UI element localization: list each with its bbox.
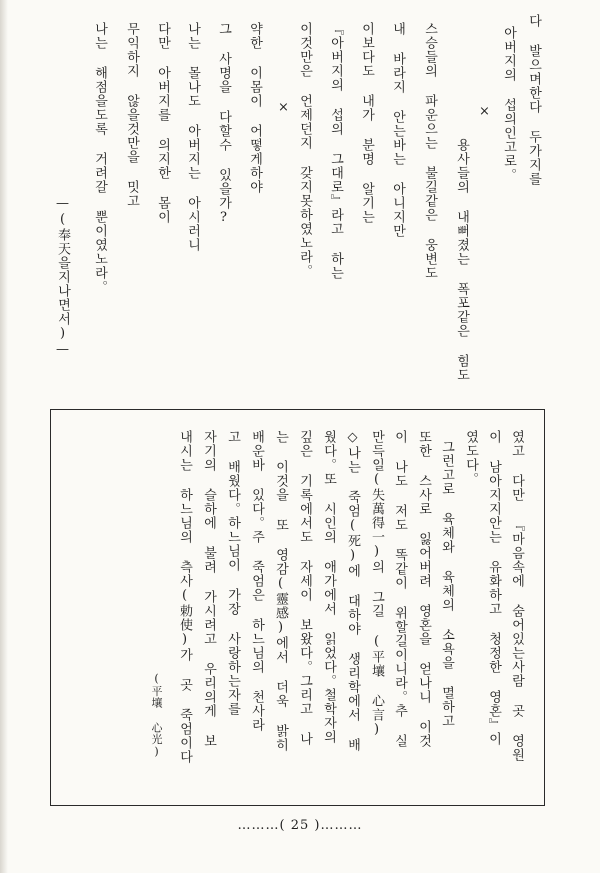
article-line-4: 그런고로 육체와 육체의 소욕을 멸하고 [439,440,454,728]
poem-line-13: 무익하지 않을것만을 밋고 [124,22,139,208]
poem-line-3: 용사들의 내뻐졌는 폭포같은 힘도 [454,138,469,382]
article-line-13: 고 배웠다。하느님이 가장 사랑하는자를 [225,430,240,716]
poem-line-7: 『아버지의 섭의 그대로』라고 하는 [328,22,343,280]
article-line-8: ◇나는 죽엄(死)에 대하야 생리학에서 배 [345,430,360,752]
poem-line-9: 약한 이몸이 어떻게하야 [247,22,262,194]
section-divider: × [276,100,291,115]
article-line-3: 였도다。 [463,430,478,486]
poem-line-6: 이보다도 내가 분명 알기는 [359,22,374,224]
article-signature: (平壤 心光) [150,672,163,759]
poem-line-2: 아버지의 섭의인고로。 [501,26,516,182]
poem-line-12: 다만 아버지를 의지한 몸이 [155,22,170,224]
poem-signature: —(奉天을지나면서)— [55,196,70,358]
article-line-11: 는 이것을 또 영감(靈感)에서 더욱 밝히 [273,430,288,752]
poem-line-5: 내 바라지 안는바는 아니지만 [390,22,405,238]
article-box [50,409,545,806]
article-line-14: 자기의 슬하에 불려 가시려고 우리의게 보 [201,430,216,748]
poem-line-11: 나는 몰나도 아버지는 아시러니 [185,22,200,252]
poem-line-8: 이것만은 언제던지 갖지못하였노라。 [297,22,312,278]
poem-line-4: 스승들의 파운으는 불길같은 웅변도 [422,22,437,280]
poem-line-10: 그 사명을 다할수 있을가? [216,22,231,226]
article-line-12: 배운바 있다。주 죽엄은 하느님의 천사라 [249,430,264,732]
scan-edge [0,0,8,873]
article-line-5: 또한 스사로 잃어버려 영혼을 얻나니 이것 [416,430,431,748]
article-line-6: 이 나도 저도 똑같이 위할길이니라。추 실 [392,430,407,748]
section-divider: × [477,104,492,119]
article-line-1: 였고 다만 『마음속에 숨어있는사람 곳 영원 [509,430,524,762]
article-line-9: 웠다。또 시인의 애가에서 읽었다。철학자의 [321,430,336,744]
article-line-10: 깊은 기록에서도 자세이 보왔다。그리고 나 [297,430,312,746]
poem-line-1: 다 발으며한다 두가지를 [526,14,541,186]
article-line-7: 만득일(失萬得一)의 그길 (平壤 心言) [369,430,384,738]
poem-line-14: 나는 해점을도록 거려갈 뿐이였노라。 [92,22,107,294]
article-line-2: 이 남아지지안는 유화하고 청정한 영혼』이 [486,430,501,746]
article-line-15: 내시는 하느님의 측사(勅使)가 곳 죽엄이다 [177,430,192,764]
page-number: ………( 25 )……… [237,818,363,833]
